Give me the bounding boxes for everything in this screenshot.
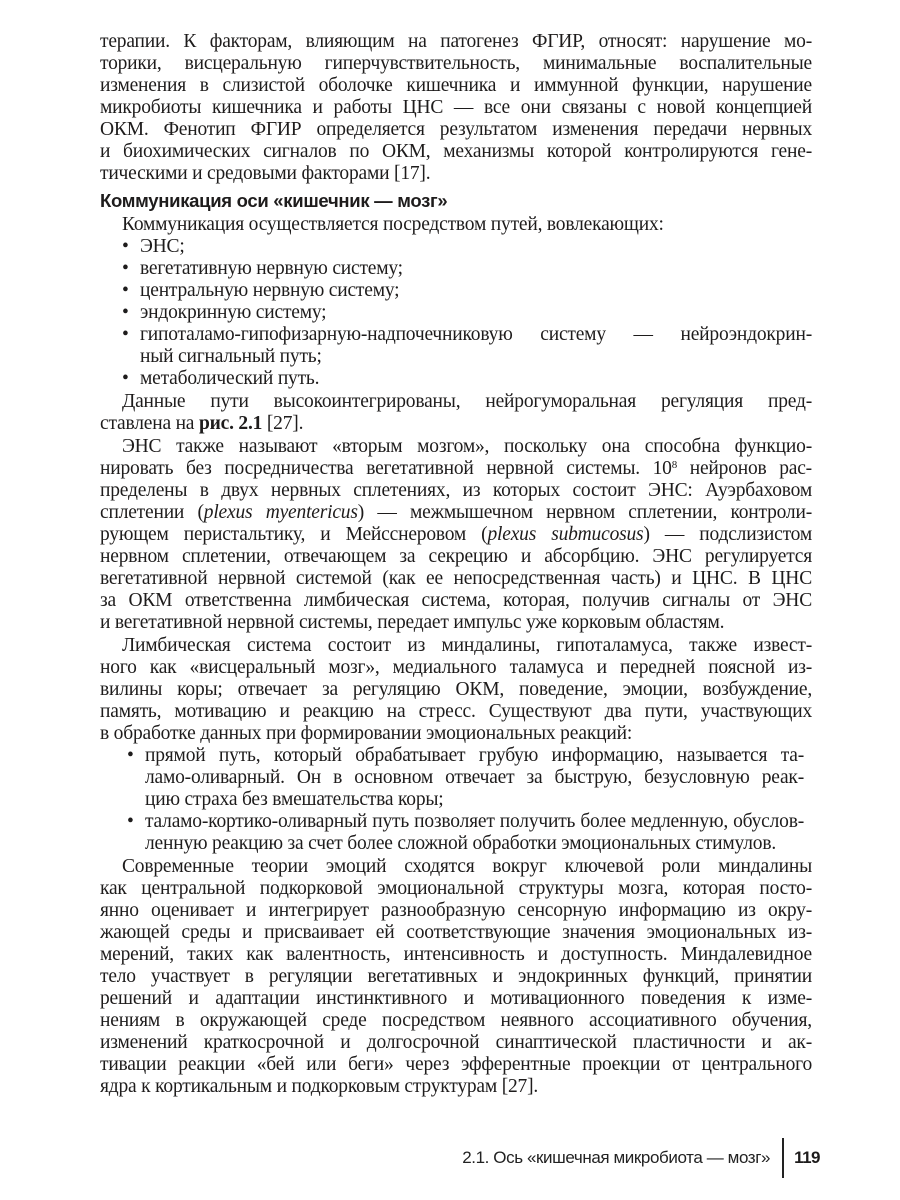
- text-line: гипоталамо-гипофизарную-надпочечниковую систему — нейроэндокрин-: [140, 324, 812, 345]
- text-line: память, мотивацию и реакцию на стресс. Существуют два пути, участвующих: [100, 701, 812, 722]
- text-line: центральную нервную систему;: [140, 280, 400, 301]
- bullet-icon: •: [127, 745, 134, 766]
- text-run: ) — межмышечном нервном сплетении, контроли-: [357, 502, 812, 523]
- text-line: вегетативной нервной системой (как ее непосредственная часть) и ЦНС. В ЦНС: [100, 568, 812, 589]
- text-line: прямой путь, который обрабатывает грубую информацию, называется та-: [145, 745, 804, 766]
- text-line: пределены в двух нервных сплетениях, из которых состоит ЭНС: Ауэрбаховом: [100, 480, 812, 501]
- latin-term: plexus submucosus: [487, 524, 644, 545]
- text-line: ный сигнальный путь;: [140, 346, 322, 367]
- running-title: 2.1. Ось «кишечная микробиота — мозг»: [462, 1148, 771, 1167]
- list-item: [100, 324, 812, 368]
- bullet-icon: •: [122, 280, 129, 301]
- text-line: янно оценивает и интегрирует разнообразную сенсорную информацию из окру-: [100, 900, 812, 921]
- bullet-icon: •: [122, 236, 129, 257]
- text-line: [100, 458, 812, 480]
- list-item: [100, 280, 812, 302]
- text-line: ламо-оливарный. Он в основном отвечает за быструю, безусловную реак-: [145, 767, 804, 788]
- text-line: нениям в окружающей среде посредством неявного ассоциативного обучения,: [100, 1010, 812, 1031]
- text-run: сплетении (: [100, 502, 204, 523]
- text-run: ) — подслизистом: [643, 524, 813, 545]
- text-line: ядра к кортикальным и подкорковым структурам [27].: [100, 1076, 539, 1097]
- text-line: Данные пути высокоинтегрированы, нейрогуморальная регуляция пред-: [122, 391, 812, 412]
- section-heading: Коммуникация оси «кишечник — мозг»: [100, 190, 448, 211]
- text-line: торики, висцеральную гиперчувствительность, минимальные воспалительные: [100, 53, 812, 74]
- running-footer: [462, 1138, 820, 1178]
- text-line: терапии. К факторам, влияющим на патогенез ФГИР, относят: нарушение мо-: [100, 31, 812, 52]
- list-item: [100, 368, 812, 390]
- text-line: ленную реакцию за счет более сложной обработки эмоциональных стимулов.: [145, 833, 777, 854]
- text-line: Современные теории эмоций сходятся вокруг ключевой роли миндалины: [122, 856, 812, 877]
- text-line: мерений, таких как валентность, интенсивность и доступность. Миндалевидное: [100, 944, 812, 965]
- text-line: тивации реакции «бей или беги» через эфферентные проекции от центрального: [100, 1054, 812, 1075]
- paragraph: [100, 436, 812, 634]
- text-line: тическими и средовыми факторами [17].: [100, 163, 431, 184]
- text-line: ного как «висцеральный мозг», медиального таламуса и передней поясной из-: [100, 657, 812, 678]
- list-item: [100, 258, 812, 280]
- list-item: [100, 236, 812, 258]
- text-run: [27].: [262, 413, 304, 434]
- paragraph: [100, 31, 812, 185]
- text-line: Лимбическая система состоит из миндалины, гипоталамуса, также извест-: [122, 635, 812, 656]
- text-line: нервном сплетении, отвечающем за секрецию и абсорбцию. ЭНС регулируется: [100, 546, 812, 567]
- text-line: в обработке данных при формировании эмоциональных реакций:: [100, 723, 633, 744]
- text-line: [100, 413, 812, 435]
- bullet-icon: •: [122, 258, 129, 279]
- text-line: тело участвует в регуляции вегетативных и эндокринных функций, принятии: [100, 966, 812, 987]
- text-run: ставлена на: [100, 413, 199, 434]
- bullet-icon: •: [122, 324, 129, 345]
- text-line: решений и адаптации инстинктивного и мотивационного поведения к изме-: [100, 988, 812, 1009]
- text-line: как центральной подкорковой эмоциональной структуры мозга, которая посто-: [100, 878, 812, 899]
- text-line: микробиоты кишечника и работы ЦНС — все они связаны с новой концепцией: [100, 97, 812, 118]
- text-line: и биохимических сигналов по ОКМ, механизмы которой контролируются гене-: [100, 141, 812, 162]
- text-line: изменения в слизистой оболочке кишечника и иммунной функции, нарушение: [100, 75, 812, 96]
- text-line: жающей среды и присваивает ей соответствующие значения эмоциональных из-: [100, 922, 812, 943]
- bullet-icon: •: [127, 811, 134, 832]
- paragraph: [100, 214, 812, 236]
- text-line: метаболический путь.: [140, 368, 320, 389]
- text-run: рующем перистальтику, и Мейсснеровом (: [100, 524, 488, 545]
- paragraph: [100, 391, 812, 435]
- text-line: и вегетативной нервной системы, передает импульс уже корковым областям.: [100, 612, 725, 633]
- list-item: [100, 745, 804, 811]
- text-line: изменений краткосрочной и долгосрочной синаптической пластичности и ак-: [100, 1032, 812, 1053]
- text-line: ЭНС;: [140, 236, 185, 257]
- text-run: нировать без посредничества вегетативной нервной системы. 10: [100, 458, 672, 479]
- text-line: [100, 524, 812, 546]
- text-line: эндокринную систему;: [140, 302, 327, 323]
- text-line: вегетативную нервную систему;: [140, 258, 403, 279]
- text-line: ОКМ. Фенотип ФГИР определяется результатом изменения передачи нервных: [100, 119, 812, 140]
- text-line: вилины коры; отвечает за регуляцию ОКМ, поведение, эмоции, возбуждение,: [100, 679, 812, 700]
- bullet-icon: •: [122, 368, 129, 389]
- page-body: [100, 30, 812, 1098]
- text-line: таламо-кортико-оливарный путь позволяет получить более медленную, обуслов-: [145, 811, 804, 832]
- paragraph: [100, 635, 812, 745]
- text-run: нейронов рас-: [677, 458, 812, 479]
- list-item: [100, 811, 804, 855]
- text-line: ЭНС также называют «вторым мозгом», поскольку она способна функцио-: [122, 436, 812, 457]
- superscript: 8: [671, 459, 678, 471]
- list-item: [100, 302, 812, 324]
- text-line: цию страха без вмешательства коры;: [145, 789, 444, 810]
- latin-term: plexus myentericus: [203, 502, 358, 523]
- paragraph: [100, 856, 812, 1098]
- text-line: Коммуникация осуществляется посредством путей, вовлекающих:: [122, 214, 664, 235]
- footer-divider: [782, 1138, 784, 1178]
- page-number: 119: [794, 1148, 820, 1167]
- figure-reference: рис. 2.1: [198, 413, 263, 434]
- text-line: за ОКМ ответственна лимбическая система, которая, получив сигналы от ЭНС: [100, 590, 812, 611]
- bullet-icon: •: [122, 302, 129, 323]
- text-line: [100, 502, 812, 524]
